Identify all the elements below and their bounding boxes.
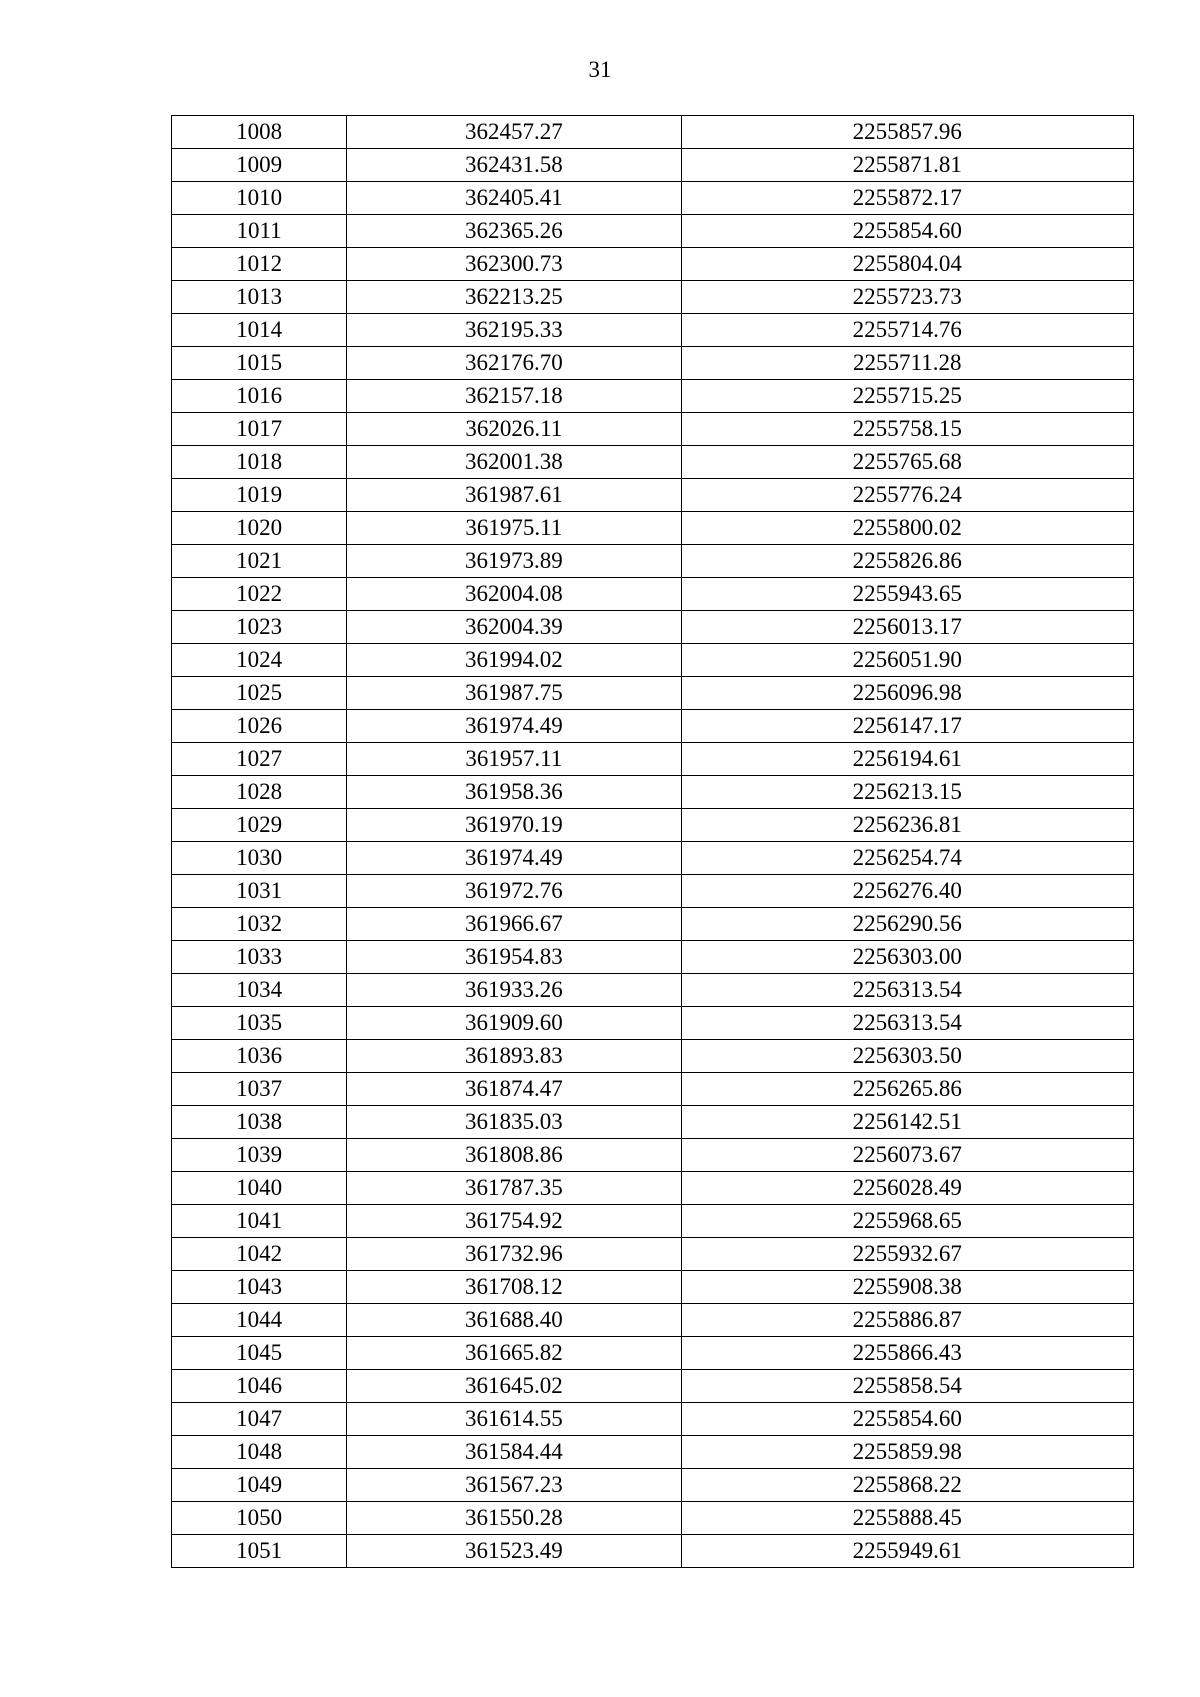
y-coordinate-cell: 2255776.24 xyxy=(681,479,1133,512)
x-coordinate-cell: 362457.27 xyxy=(347,116,681,149)
point-id-cell: 1019 xyxy=(172,479,347,512)
point-id-cell: 1021 xyxy=(172,545,347,578)
point-id-cell: 1015 xyxy=(172,347,347,380)
table-row xyxy=(172,413,1134,446)
table-row xyxy=(172,1304,1134,1337)
x-coordinate-cell: 361614.55 xyxy=(347,1403,681,1436)
point-id-cell: 1040 xyxy=(172,1172,347,1205)
y-coordinate-cell: 2255949.61 xyxy=(681,1535,1133,1568)
x-coordinate-cell: 361974.49 xyxy=(347,710,681,743)
y-coordinate-cell: 2255804.04 xyxy=(681,248,1133,281)
coordinate-table-body xyxy=(172,116,1134,1568)
y-coordinate-cell: 2255858.54 xyxy=(681,1370,1133,1403)
x-coordinate-cell: 361708.12 xyxy=(347,1271,681,1304)
point-id-cell: 1034 xyxy=(172,974,347,1007)
table-row xyxy=(172,1403,1134,1436)
y-coordinate-cell: 2256028.49 xyxy=(681,1172,1133,1205)
table-row xyxy=(172,1436,1134,1469)
page-number: 31 xyxy=(588,57,612,82)
point-id-cell: 1037 xyxy=(172,1073,347,1106)
x-coordinate-cell: 361958.36 xyxy=(347,776,681,809)
point-id-cell: 1031 xyxy=(172,875,347,908)
x-coordinate-cell: 361665.82 xyxy=(347,1337,681,1370)
table-row xyxy=(172,1205,1134,1238)
y-coordinate-cell: 2256290.56 xyxy=(681,908,1133,941)
x-coordinate-cell: 362300.73 xyxy=(347,248,681,281)
y-coordinate-cell: 2256313.54 xyxy=(681,974,1133,1007)
table-row xyxy=(172,875,1134,908)
table-row xyxy=(172,479,1134,512)
point-id-cell: 1038 xyxy=(172,1106,347,1139)
x-coordinate-cell: 361732.96 xyxy=(347,1238,681,1271)
point-id-cell: 1043 xyxy=(172,1271,347,1304)
table-row xyxy=(172,941,1134,974)
point-id-cell: 1029 xyxy=(172,809,347,842)
point-id-cell: 1039 xyxy=(172,1139,347,1172)
x-coordinate-cell: 362004.08 xyxy=(347,578,681,611)
x-coordinate-cell: 361973.89 xyxy=(347,545,681,578)
x-coordinate-cell: 361688.40 xyxy=(347,1304,681,1337)
y-coordinate-cell: 2256142.51 xyxy=(681,1106,1133,1139)
point-id-cell: 1032 xyxy=(172,908,347,941)
point-id-cell: 1035 xyxy=(172,1007,347,1040)
table-row xyxy=(172,215,1134,248)
x-coordinate-cell: 361987.61 xyxy=(347,479,681,512)
table-row xyxy=(172,842,1134,875)
y-coordinate-cell: 2256254.74 xyxy=(681,842,1133,875)
x-coordinate-cell: 361645.02 xyxy=(347,1370,681,1403)
table-row xyxy=(172,149,1134,182)
y-coordinate-cell: 2255758.15 xyxy=(681,413,1133,446)
y-coordinate-cell: 2255908.38 xyxy=(681,1271,1133,1304)
y-coordinate-cell: 2255932.67 xyxy=(681,1238,1133,1271)
point-id-cell: 1017 xyxy=(172,413,347,446)
point-id-cell: 1013 xyxy=(172,281,347,314)
y-coordinate-cell: 2255872.17 xyxy=(681,182,1133,215)
table-row xyxy=(172,1238,1134,1271)
y-coordinate-cell: 2256073.67 xyxy=(681,1139,1133,1172)
table-row xyxy=(172,1337,1134,1370)
y-coordinate-cell: 2255826.86 xyxy=(681,545,1133,578)
x-coordinate-cell: 361893.83 xyxy=(347,1040,681,1073)
table-row xyxy=(172,380,1134,413)
point-id-cell: 1024 xyxy=(172,644,347,677)
point-id-cell: 1008 xyxy=(172,116,347,149)
x-coordinate-cell: 362195.33 xyxy=(347,314,681,347)
table-row xyxy=(172,446,1134,479)
point-id-cell: 1033 xyxy=(172,941,347,974)
y-coordinate-cell: 2256213.15 xyxy=(681,776,1133,809)
x-coordinate-cell: 362405.41 xyxy=(347,182,681,215)
point-id-cell: 1050 xyxy=(172,1502,347,1535)
table-row xyxy=(172,1040,1134,1073)
x-coordinate-cell: 362213.25 xyxy=(347,281,681,314)
table-row xyxy=(172,1502,1134,1535)
table-row xyxy=(172,512,1134,545)
table-row xyxy=(172,578,1134,611)
point-id-cell: 1028 xyxy=(172,776,347,809)
y-coordinate-cell: 2256013.17 xyxy=(681,611,1133,644)
coordinate-table xyxy=(171,115,1134,1568)
x-coordinate-cell: 361987.75 xyxy=(347,677,681,710)
point-id-cell: 1011 xyxy=(172,215,347,248)
x-coordinate-cell: 361808.86 xyxy=(347,1139,681,1172)
table-row xyxy=(172,1139,1134,1172)
table-row xyxy=(172,743,1134,776)
x-coordinate-cell: 361970.19 xyxy=(347,809,681,842)
point-id-cell: 1046 xyxy=(172,1370,347,1403)
point-id-cell: 1018 xyxy=(172,446,347,479)
x-coordinate-cell: 362176.70 xyxy=(347,347,681,380)
y-coordinate-cell: 2255711.28 xyxy=(681,347,1133,380)
y-coordinate-cell: 2256236.81 xyxy=(681,809,1133,842)
y-coordinate-cell: 2255868.22 xyxy=(681,1469,1133,1502)
table-row xyxy=(172,776,1134,809)
x-coordinate-cell: 362026.11 xyxy=(347,413,681,446)
table-row xyxy=(172,1271,1134,1304)
y-coordinate-cell: 2255723.73 xyxy=(681,281,1133,314)
table-row xyxy=(172,1172,1134,1205)
y-coordinate-cell: 2255866.43 xyxy=(681,1337,1133,1370)
x-coordinate-cell: 361994.02 xyxy=(347,644,681,677)
x-coordinate-cell: 362157.18 xyxy=(347,380,681,413)
y-coordinate-cell: 2255943.65 xyxy=(681,578,1133,611)
y-coordinate-cell: 2256194.61 xyxy=(681,743,1133,776)
y-coordinate-cell: 2256276.40 xyxy=(681,875,1133,908)
x-coordinate-cell: 361523.49 xyxy=(347,1535,681,1568)
table-row xyxy=(172,611,1134,644)
y-coordinate-cell: 2256051.90 xyxy=(681,644,1133,677)
table-row xyxy=(172,1106,1134,1139)
x-coordinate-cell: 361909.60 xyxy=(347,1007,681,1040)
y-coordinate-cell: 2255714.76 xyxy=(681,314,1133,347)
x-coordinate-cell: 362004.39 xyxy=(347,611,681,644)
x-coordinate-cell: 361975.11 xyxy=(347,512,681,545)
y-coordinate-cell: 2256147.17 xyxy=(681,710,1133,743)
point-id-cell: 1042 xyxy=(172,1238,347,1271)
point-id-cell: 1020 xyxy=(172,512,347,545)
table-row xyxy=(172,248,1134,281)
x-coordinate-cell: 361974.49 xyxy=(347,842,681,875)
x-coordinate-cell: 361874.47 xyxy=(347,1073,681,1106)
table-row xyxy=(172,908,1134,941)
y-coordinate-cell: 2255886.87 xyxy=(681,1304,1133,1337)
point-id-cell: 1026 xyxy=(172,710,347,743)
point-id-cell: 1012 xyxy=(172,248,347,281)
point-id-cell: 1009 xyxy=(172,149,347,182)
x-coordinate-cell: 361787.35 xyxy=(347,1172,681,1205)
y-coordinate-cell: 2255859.98 xyxy=(681,1436,1133,1469)
x-coordinate-cell: 361972.76 xyxy=(347,875,681,908)
point-id-cell: 1041 xyxy=(172,1205,347,1238)
point-id-cell: 1030 xyxy=(172,842,347,875)
x-coordinate-cell: 361835.03 xyxy=(347,1106,681,1139)
table-row xyxy=(172,116,1134,149)
point-id-cell: 1044 xyxy=(172,1304,347,1337)
y-coordinate-cell: 2255800.02 xyxy=(681,512,1133,545)
table-row xyxy=(172,710,1134,743)
x-coordinate-cell: 362365.26 xyxy=(347,215,681,248)
table-row xyxy=(172,677,1134,710)
point-id-cell: 1016 xyxy=(172,380,347,413)
x-coordinate-cell: 362001.38 xyxy=(347,446,681,479)
table-row xyxy=(172,1370,1134,1403)
y-coordinate-cell: 2255888.45 xyxy=(681,1502,1133,1535)
table-row xyxy=(172,644,1134,677)
point-id-cell: 1023 xyxy=(172,611,347,644)
x-coordinate-cell: 361567.23 xyxy=(347,1469,681,1502)
table-row xyxy=(172,182,1134,215)
point-id-cell: 1025 xyxy=(172,677,347,710)
y-coordinate-cell: 2255854.60 xyxy=(681,1403,1133,1436)
x-coordinate-cell: 361954.83 xyxy=(347,941,681,974)
x-coordinate-cell: 362431.58 xyxy=(347,149,681,182)
point-id-cell: 1010 xyxy=(172,182,347,215)
table-row xyxy=(172,974,1134,1007)
table-row xyxy=(172,1073,1134,1106)
y-coordinate-cell: 2255765.68 xyxy=(681,446,1133,479)
x-coordinate-cell: 361754.92 xyxy=(347,1205,681,1238)
point-id-cell: 1045 xyxy=(172,1337,347,1370)
y-coordinate-cell: 2255715.25 xyxy=(681,380,1133,413)
table-row xyxy=(172,281,1134,314)
x-coordinate-cell: 361550.28 xyxy=(347,1502,681,1535)
point-id-cell: 1048 xyxy=(172,1436,347,1469)
table-row xyxy=(172,1007,1134,1040)
table-row xyxy=(172,347,1134,380)
point-id-cell: 1047 xyxy=(172,1403,347,1436)
y-coordinate-cell: 2256096.98 xyxy=(681,677,1133,710)
y-coordinate-cell: 2256265.86 xyxy=(681,1073,1133,1106)
y-coordinate-cell: 2256303.50 xyxy=(681,1040,1133,1073)
x-coordinate-cell: 361584.44 xyxy=(347,1436,681,1469)
point-id-cell: 1049 xyxy=(172,1469,347,1502)
y-coordinate-cell: 2255871.81 xyxy=(681,149,1133,182)
x-coordinate-cell: 361957.11 xyxy=(347,743,681,776)
table-row xyxy=(172,314,1134,347)
table-row xyxy=(172,809,1134,842)
point-id-cell: 1036 xyxy=(172,1040,347,1073)
point-id-cell: 1027 xyxy=(172,743,347,776)
point-id-cell: 1051 xyxy=(172,1535,347,1568)
point-id-cell: 1022 xyxy=(172,578,347,611)
y-coordinate-cell: 2255854.60 xyxy=(681,215,1133,248)
y-coordinate-cell: 2256303.00 xyxy=(681,941,1133,974)
table-row xyxy=(172,545,1134,578)
table-row xyxy=(172,1469,1134,1502)
x-coordinate-cell: 361933.26 xyxy=(347,974,681,1007)
x-coordinate-cell: 361966.67 xyxy=(347,908,681,941)
y-coordinate-cell: 2255968.65 xyxy=(681,1205,1133,1238)
table-row xyxy=(172,1535,1134,1568)
point-id-cell: 1014 xyxy=(172,314,347,347)
y-coordinate-cell: 2255857.96 xyxy=(681,116,1133,149)
y-coordinate-cell: 2256313.54 xyxy=(681,1007,1133,1040)
